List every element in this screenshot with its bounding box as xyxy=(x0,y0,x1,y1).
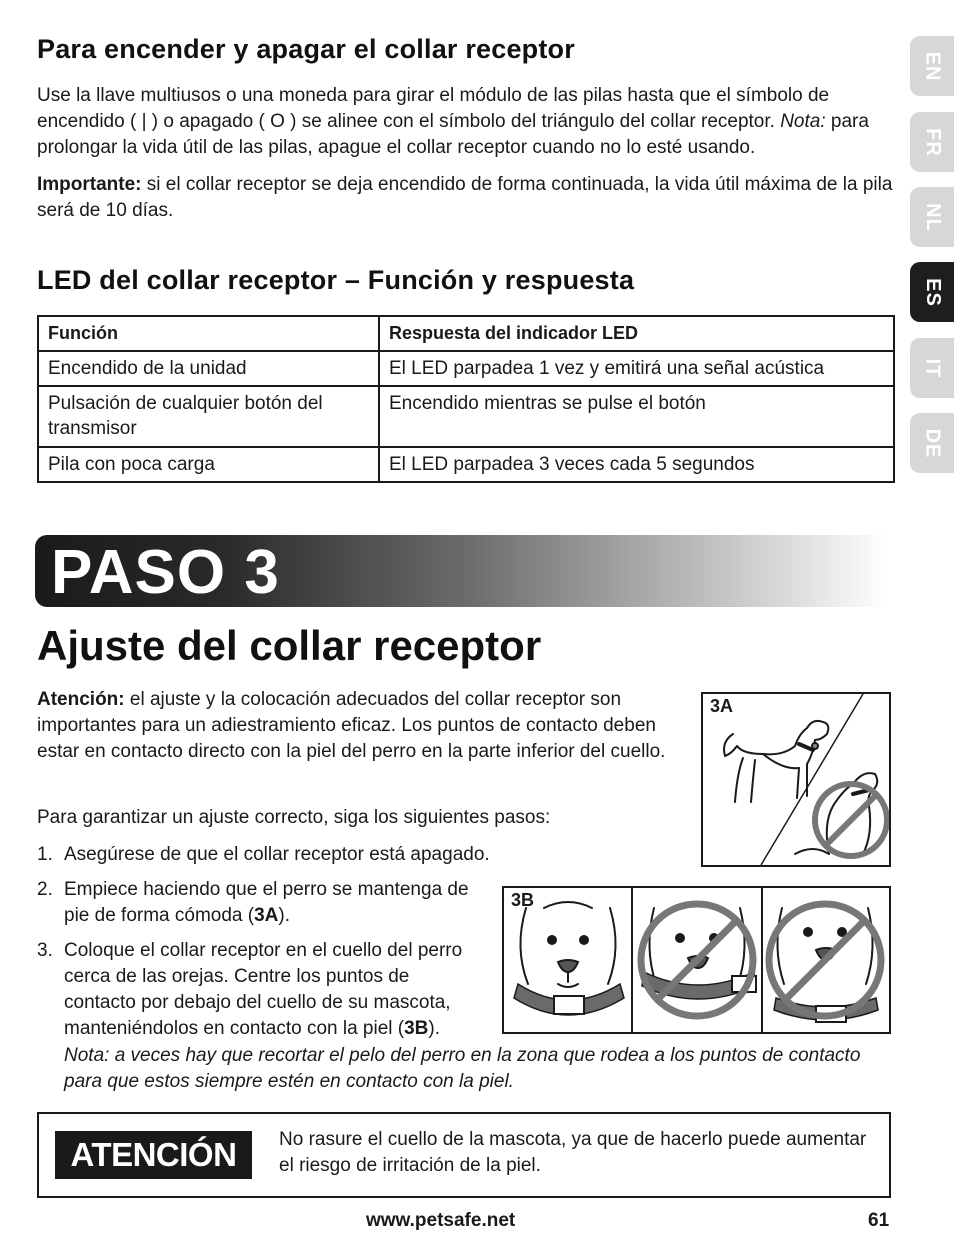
important-text: si el collar receptor se deja encendido de forma continuada, la vida útil máxima de la pila será de 10 días. xyxy=(37,174,893,221)
language-tab-label: ES xyxy=(921,277,944,307)
table-cell: Pulsación de cualquier botón del transmisor xyxy=(38,386,379,447)
language-tab-label: DE xyxy=(921,428,944,458)
language-tab-de[interactable] xyxy=(910,413,954,473)
figure-reference: 3B xyxy=(404,1018,429,1039)
language-tab-es[interactable] xyxy=(910,262,954,322)
language-tab-nl[interactable] xyxy=(910,187,954,247)
language-tab-label: EN xyxy=(921,51,944,81)
section-title-led: LED del collar receptor – Función y respuesta xyxy=(37,265,635,295)
table-cell: Encendido de la unidad xyxy=(38,351,379,386)
table-cell: Encendido mientras se pulse el botón xyxy=(379,386,894,447)
page-number: 61 xyxy=(868,1210,890,1231)
step-text-part: Coloque el collar receptor en el cuello del perro cerca de las orejas. Centre los puntos de contacto por debajo del cuello de su mascota, manteniéndolos en contacto con la piel ( xyxy=(64,940,463,1039)
trim-note-text: Nota: a veces hay que recortar el pelo del perro en la zona que rodea a los puntos de contacto para que estos siempre estén en contacto con la piel. xyxy=(64,1045,861,1092)
important-label: Importante: xyxy=(37,174,142,195)
step-text-part: ). xyxy=(428,1018,441,1039)
step-number: 3. xyxy=(37,940,53,961)
note-text: para prolongar la vida útil de las pilas, apague el collar receptor cuando no lo esté usando. xyxy=(37,111,869,158)
table-row xyxy=(38,386,894,447)
note-label: Nota: xyxy=(780,111,831,132)
step-banner xyxy=(35,535,890,607)
language-tab-label: NL xyxy=(921,202,944,232)
step-banner-label: PASO 3 xyxy=(51,538,280,607)
warning-badge xyxy=(55,1131,252,1179)
figure-label: 3A xyxy=(710,696,734,716)
steps-intro xyxy=(37,805,550,831)
step-text-part: ). xyxy=(278,905,290,926)
attention-label: Atención: xyxy=(37,689,125,710)
language-tab-en[interactable] xyxy=(910,36,954,96)
language-tab-it[interactable] xyxy=(910,338,954,398)
section-title-power: Para encender y apagar el collar receptor xyxy=(37,34,575,64)
column-header: Respuesta del indicador LED xyxy=(379,316,894,351)
standing-dog-illustration xyxy=(703,694,889,865)
attention-paragraph xyxy=(37,687,682,765)
warning-box xyxy=(37,1112,891,1198)
section-title-fit: Ajuste del collar receptor xyxy=(37,622,542,669)
led-function-table xyxy=(37,315,895,483)
warning-text: No rasure el cuello de la mascota, ya que de hacerlo puede aumentar el riesgo de irritación de la piel. xyxy=(279,1129,867,1176)
language-tab-label: FR xyxy=(921,127,944,157)
table-row xyxy=(38,447,894,482)
column-header: Función xyxy=(38,316,379,351)
collar-placement-illustration xyxy=(504,888,889,1032)
power-instructions xyxy=(37,83,897,224)
step-number: 1. xyxy=(37,844,53,865)
step-number: 2. xyxy=(37,879,53,900)
power-paragraph: Use la llave multiusos o una moneda para girar el módulo de las pilas hasta que el símbolo de encendido ( | ) o apagado ( O ) se alinee con el símbolo del triángulo del collar receptor. xyxy=(37,85,830,132)
figure-3a xyxy=(701,692,891,867)
step-text: Asegúrese de que el collar receptor está apagado. xyxy=(64,844,490,865)
table-cell: Pila con poca carga xyxy=(38,447,379,482)
table-row xyxy=(38,351,894,386)
step-text xyxy=(64,938,484,1042)
table-cell: El LED parpadea 3 veces cada 5 segundos xyxy=(379,447,894,482)
table-header-row xyxy=(38,316,894,351)
language-tab-label: IT xyxy=(921,358,944,378)
figure-3b xyxy=(502,886,891,1034)
step-text xyxy=(64,877,482,929)
steps-intro-text: Para garantizar un ajuste correcto, siga los siguientes pasos: xyxy=(37,807,551,828)
attention-text: el ajuste y la colocación adecuados del collar receptor son importantes para un adiestramiento eficaz. Los puntos de contacto deben estar en contacto directo con la piel del perro en la parte inferior del cuello. xyxy=(37,689,666,762)
footer-url[interactable]: www.petsafe.net xyxy=(366,1210,516,1231)
step-text-part: Empiece haciendo que el perro se mantenga de pie de forma cómoda ( xyxy=(64,879,469,926)
warning-badge-label: ATENCIÓN xyxy=(70,1136,237,1173)
trim-note xyxy=(64,1043,884,1095)
table-cell: El LED parpadea 1 vez y emitirá una señal acústica xyxy=(379,351,894,386)
figure-label: 3B xyxy=(511,890,535,910)
figure-reference: 3A xyxy=(254,905,279,926)
language-tab-fr[interactable] xyxy=(910,112,954,172)
